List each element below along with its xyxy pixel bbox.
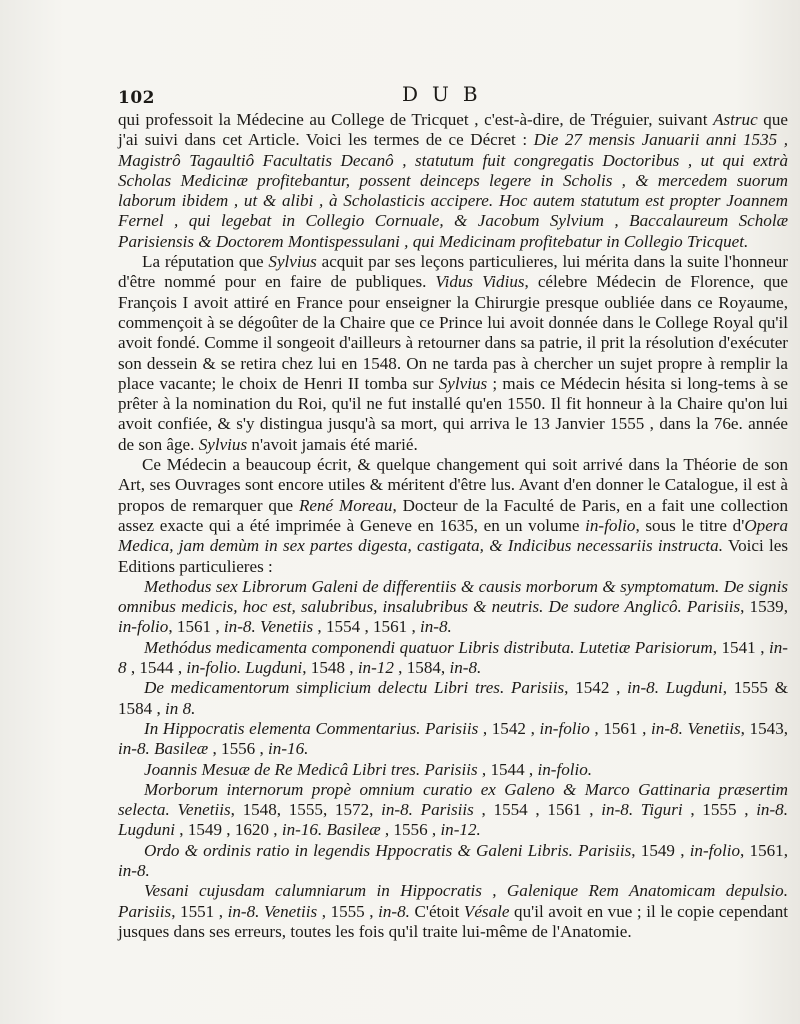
bibliography-entry — [118, 881, 788, 942]
text-run: , 1554 , 1561 , — [473, 800, 602, 820]
text-run: , 1551 , — [171, 901, 228, 921]
italic-text: Sylvius — [198, 434, 248, 454]
italic-text: In Hippocratis elementa Commentarius. Parisiis — [144, 718, 479, 738]
paragraph — [118, 110, 788, 252]
text-run: , Docteur de la Faculté de Paris, en a fait une collection assez exacte qui a été imprimée à Geneve en 1635, en un volume — [118, 495, 789, 535]
italic-text: in-8 — [118, 637, 788, 678]
text-run: , 1584, — [393, 658, 450, 678]
italic-text: in-8. — [420, 617, 452, 637]
italic-text: in-8. — [118, 860, 150, 880]
italic-text: Morborum internorum propè omnium curatio ex Galeno & Marco Gattinaria præsertim selecta. Venetiis — [118, 779, 788, 820]
body-text — [118, 110, 788, 942]
italic-text: in-8. Venetiis — [651, 718, 741, 738]
bibliography-entry — [118, 719, 788, 760]
italic-text: Die 27 mensis Januarii anni 1535 , Magistrô Tagaultiô Facultatis Decanô , statutum fuit congregatis Doctoribus , ut qui extrà Scholas Medicinæ profitebantur, possent deinceps legere in Scholis , & mercedem suorum laborum ibidem , ut & alibi , à Scholasticis accipere. Hoc autem statutum est propter Joannem Fernel , qui legebat in Collegio Cornuale, & Jacobum Sylvium , Baccalaureum Scholæ Parisiensis & Doctorem Montispessulani , qui Medicinam profitebatur in Collegio Tricquet. — [118, 130, 788, 251]
text-run: , 1543, — [740, 718, 789, 738]
italic-text: Sylvius — [438, 373, 488, 393]
italic-text: in-folio — [118, 617, 169, 637]
italic-text: René Moreau — [298, 495, 393, 515]
page-number: 102 — [118, 88, 155, 108]
italic-text: in-folio — [689, 840, 741, 860]
italic-text: in-8. Basileæ — [118, 739, 209, 759]
text-run: , 1542 , — [478, 718, 540, 738]
italic-text: in-8. Venetiis — [223, 617, 314, 637]
text-run: , célebre Médecin de Florence, que François I avoit attiré en France pour enseigner la Chirurgie presque oubliée dans ce Royaume, commençoit à se dégoûter de la Chaire que ce Prince lui avoit donnée dans le College Royal qu'il avoit fondé. Comme il songeoit d'ailleurs à retourner dans sa patrie, il prit la résolution d'exécuter son dessein & se retira chez lui en 1548. On ne tarda pas à chercher un sujet propre à remplir la place vacante; le choix de Henri II tomba sur — [118, 272, 789, 393]
text-run: Voici les Editions particulieres : — [118, 536, 789, 576]
text-run: , 1539, — [740, 597, 789, 617]
text-run: C'étoit — [409, 901, 464, 921]
paragraph — [118, 252, 788, 455]
text-run: , 1548 , — [302, 658, 358, 678]
running-header — [118, 82, 778, 110]
text-run: , 1555 , — [317, 901, 379, 921]
italic-text: Vesani cujusdam calumniarum in Hippocratis , Galenique Rem Anatomicam depulsio. Parisiis — [118, 881, 788, 921]
running-title: DUB — [402, 82, 492, 106]
text-run: , 1541 , — [712, 637, 769, 657]
text-run: , 1561 , — [168, 617, 224, 637]
italic-text: Methodus sex Librorum Galeni de differentiis & causis morborum & symptomatum. De signis omnibus medicis, hoc est, salubribus, insalubribus & neutris. De sudore Anglicô. Parisiis — [118, 576, 788, 617]
text-run: , 1549 , 1620 , — [175, 820, 282, 840]
text-run: La réputation que — [142, 252, 269, 272]
text-run: , 1556 , — [380, 820, 441, 840]
bibliography-entry — [118, 760, 788, 780]
italic-text: in-folio — [539, 718, 590, 738]
italic-text: in-12 — [357, 658, 394, 678]
text-run: n'avoit jamais été marié. — [247, 434, 418, 454]
italic-text: Opera Medica, jam demùm in sex partes digesta, castigata, & Indicibus necessariis instructa. — [118, 515, 788, 556]
text-run: ; mais ce Médecin hésita si long-tems à se prêter à la nomination du Roi, qu'il ne fut installé qu'en 1550. Il fit honneur à la Chaire qu'on lui avoit confiée, & s'y distingua jusqu'à sa mort, qui arriva le 13 Janvier 1555 , dans la 76e. année de son âge. — [118, 373, 788, 454]
italic-text: in-12. — [440, 820, 481, 840]
italic-text: Sylvius — [268, 252, 317, 272]
italic-text: Vidus Vidius — [435, 272, 525, 292]
italic-text: in-8. Tiguri — [601, 800, 683, 820]
italic-text: in 8. — [165, 698, 196, 718]
italic-text: in-8. — [378, 901, 410, 921]
text-run: , 1544 , — [477, 759, 538, 779]
text-run: , 1561, — [740, 840, 788, 860]
italic-text: Vésale — [463, 901, 510, 921]
text-run: , 1556 , — [208, 739, 269, 759]
text-run: , sous le titre d' — [635, 515, 745, 535]
bibliography-entry — [118, 638, 788, 679]
italic-text: in-folio. — [537, 759, 593, 779]
italic-text: Astruc — [713, 110, 758, 129]
text-run: qu'il avoit en vue ; il le copie cependant jusques dans ses erreurs, toutes les fois qu'il traite lui-même de l'Anatomie. — [118, 901, 789, 941]
text-run: acquit par ses leçons particulieres, lui mérita dans la suite l'honneur d'être nommé pour en faire de publiques. — [118, 252, 788, 292]
text-run: , 1555 & 1584 , — [118, 678, 788, 718]
text-run: , 1555 , — [682, 800, 757, 820]
bibliography-entry — [118, 577, 788, 638]
bibliography-entry — [118, 841, 788, 882]
italic-text: in-8. — [449, 658, 482, 678]
italic-text: Methódus medicamenta componendi quatuor Libris distributa. Lutetiæ Parisiorum — [144, 637, 713, 657]
text-run: , 1544 , — [126, 658, 187, 678]
text-run: , 1549 , — [631, 840, 690, 860]
text-run: , 1548, 1555, 1572, — [230, 800, 382, 820]
italic-text: in-16. — [268, 739, 309, 759]
italic-text: in-16. Basileæ — [281, 820, 381, 840]
italic-text: in-8. Lugduni — [118, 800, 788, 840]
bibliography-entry — [118, 678, 788, 719]
text-run: , 1554 , 1561 , — [313, 617, 420, 637]
italic-text: Joannis Mesuæ de Re Medicâ Libri tres. Parisiis — [144, 759, 478, 779]
text-run: qui professoit la Médecine au College de Tricquet , c'est-à-dire, de Tréguier, suivant — [118, 110, 714, 129]
italic-text: in-folio. Lugduni — [186, 658, 303, 678]
text-run: Ce Médecin a beaucoup écrit, & quelque changement qui soit arrivé dans la Théorie de son Art, ses Ouvrages sont encore utiles & méritent d'être lus. Avant d'en donner le Catalogue, il est à propos de remarquer que — [118, 455, 788, 515]
italic-text: in-8. Lugduni — [627, 678, 723, 698]
bibliography-entry — [118, 780, 788, 841]
text-run: que j'ai suivi dans cet Article. Voici les termes de ce Décret : — [118, 110, 788, 150]
italic-text: in-folio — [585, 515, 636, 535]
italic-text: in-8. Parisiis — [381, 800, 474, 820]
italic-text: in-8. Venetiis — [227, 901, 318, 921]
paragraph — [118, 455, 788, 577]
italic-text: Ordo & ordinis ratio in legendis Hppocratis & Galeni Libris. Parisiis — [144, 840, 632, 860]
text-run: , 1561 , — [589, 718, 652, 738]
text-run: , 1542 , — [564, 678, 628, 698]
italic-text: De medicamentorum simplicium delectu Libri tres. Parisiis — [144, 678, 565, 698]
